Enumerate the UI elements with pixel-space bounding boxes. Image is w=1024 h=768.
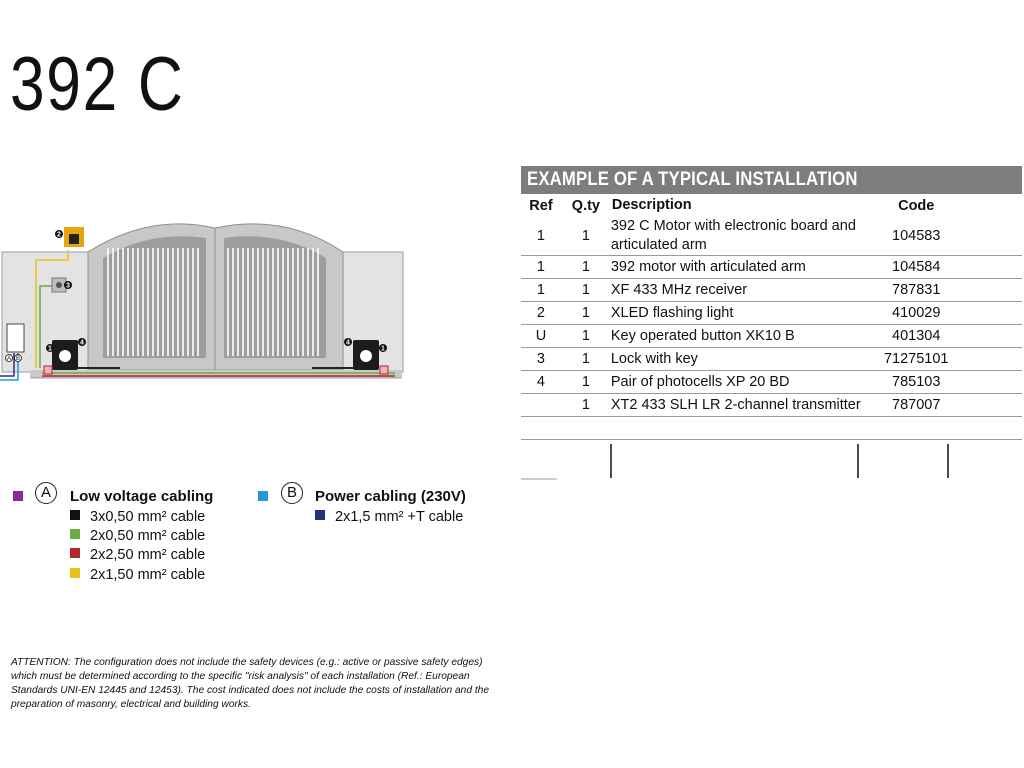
row-description: 392 C Motor with electronic board and articulated arm	[611, 217, 871, 256]
table-footer-rules	[521, 444, 1022, 480]
legend-item: 2x1,5 mm² +T cable	[315, 509, 463, 525]
marker-b: B	[15, 356, 21, 362]
col-ref: Ref	[529, 197, 553, 214]
row-qty: 1	[561, 256, 611, 279]
row-ref	[521, 394, 561, 417]
row-description: 392 motor with articulated arm	[611, 256, 871, 279]
table-row	[521, 302, 1022, 325]
row-qty: 1	[561, 394, 611, 417]
row-description: Lock with key	[611, 348, 871, 371]
legend-low-voltage-title: Low voltage cabling	[70, 488, 214, 505]
row-ref: 1	[521, 279, 561, 302]
row-ref: 2	[521, 302, 561, 325]
installation-table	[521, 166, 1022, 440]
table-row	[521, 394, 1022, 417]
row-qty: 1	[561, 325, 611, 348]
col-code: Code	[898, 197, 935, 214]
legend-power-letter: B	[281, 482, 303, 504]
legend-low-voltage-swatch	[13, 491, 23, 501]
row-description: XLED flashing light	[611, 302, 871, 325]
row-ref: U	[521, 325, 561, 348]
row-qty: 1	[561, 279, 611, 302]
table-row	[521, 279, 1022, 302]
row-description: Key operated button XK10 B	[611, 325, 871, 348]
marker-2: 2	[57, 231, 61, 239]
row-code: 785103	[871, 371, 961, 394]
legend-power-swatch	[258, 491, 268, 501]
legend-item: 2x0,50 mm² cable	[70, 528, 205, 544]
row-ref: 3	[521, 348, 561, 371]
row-code: 410029	[871, 302, 961, 325]
table-row	[521, 217, 1022, 256]
legend-low-voltage-letter: A	[35, 482, 57, 504]
row-qty: 1	[561, 348, 611, 371]
table-row	[521, 256, 1022, 279]
attention-note: ATTENTION: The configuration does not include the safety devices (e.g.: active or passive safety edges) which must be determined according to the specific "risk analysis" of each installation (Ref.: European Standards UNI-EN 12445 and 12453). The cost indicated does not include the costs of installation and the preparation of masonry, electrical and building works.	[11, 657, 489, 710]
table-row	[521, 371, 1022, 394]
row-code: 104584	[871, 256, 961, 279]
row-code: 71275101	[871, 348, 961, 371]
row-description: XT2 433 SLH LR 2-channel transmitter	[611, 394, 871, 417]
table-heading: EXAMPLE OF A TYPICAL INSTALLATION	[521, 166, 1022, 194]
marker-3: 3	[66, 282, 70, 290]
row-ref: 4	[521, 371, 561, 394]
row-code: 787007	[871, 394, 961, 417]
table-row	[521, 325, 1022, 348]
marker-4-left: 4	[80, 339, 84, 347]
row-code: 401304	[871, 325, 961, 348]
legend-item: 2x1,50 mm² cable	[70, 567, 205, 583]
installation-diagram	[0, 218, 420, 403]
marker-4-right: 4	[346, 339, 350, 347]
row-code: 787831	[871, 279, 961, 302]
page-title: 392 C	[10, 42, 185, 127]
table-row-empty	[521, 417, 1022, 440]
legend-item: 3x0,50 mm² cable	[70, 509, 205, 525]
row-ref: 1	[521, 217, 561, 256]
row-description: Pair of photocells XP 20 BD	[611, 371, 871, 394]
legend-power-title: Power cabling (230V)	[315, 488, 466, 505]
marker-1-left: 1	[48, 345, 52, 353]
col-description: Description	[611, 197, 692, 213]
row-qty: 1	[561, 217, 611, 256]
row-code: 104583	[871, 217, 961, 256]
gate-leaves	[88, 224, 343, 370]
row-qty: 1	[561, 371, 611, 394]
marker-a: A	[6, 356, 12, 362]
table-row	[521, 348, 1022, 371]
marker-1-right: 1	[381, 345, 385, 353]
row-description: XF 433 MHz receiver	[611, 279, 871, 302]
row-qty: 1	[561, 302, 611, 325]
col-qty: Q.ty	[571, 197, 600, 214]
row-ref: 1	[521, 256, 561, 279]
legend-item: 2x2,50 mm² cable	[70, 547, 205, 563]
